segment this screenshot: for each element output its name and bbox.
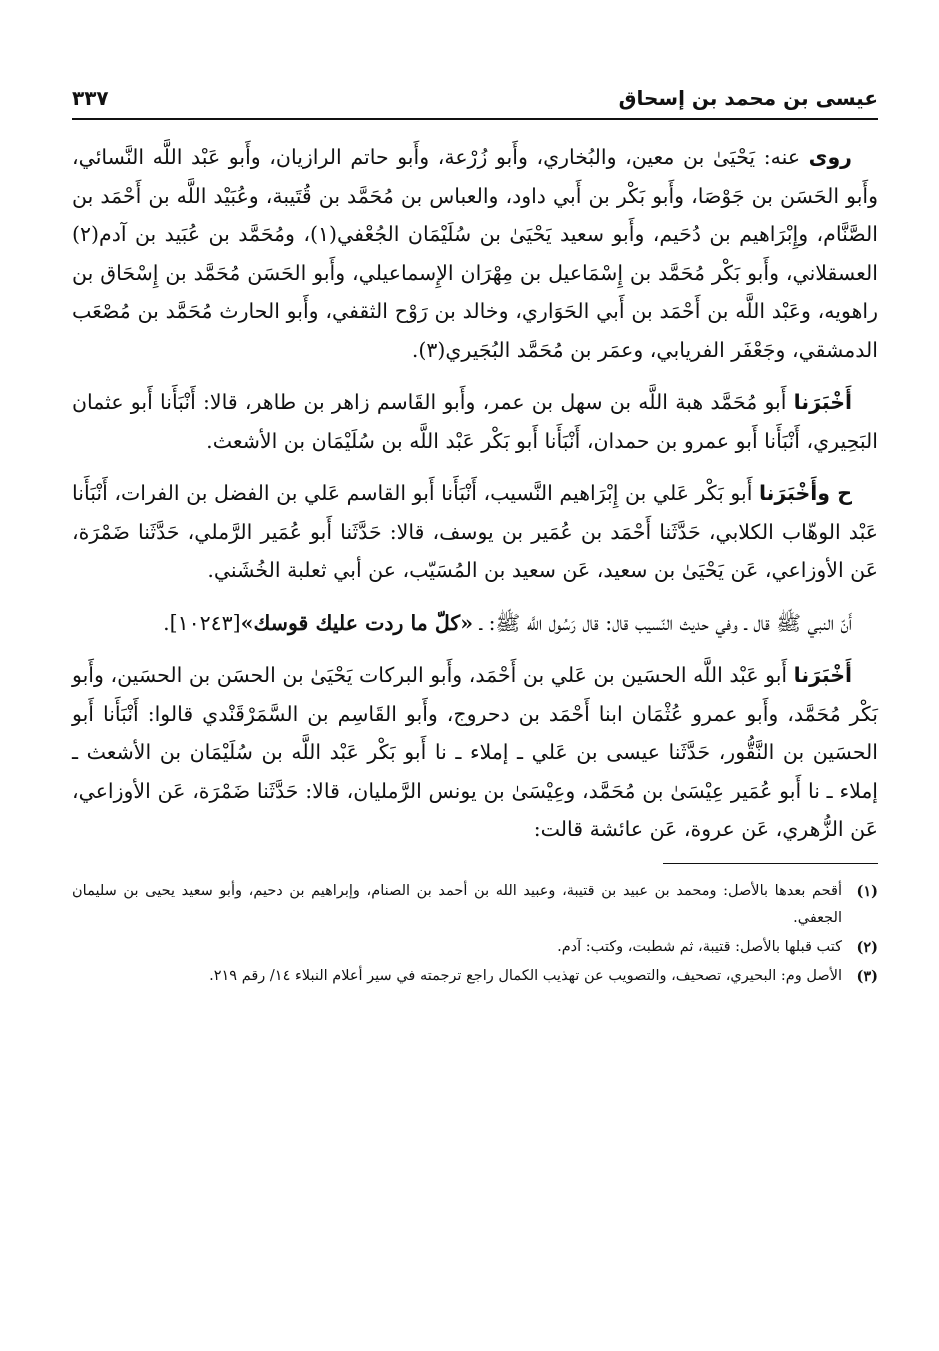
paragraph-text: عنه: يَحْيَىٰ بن معين، والبُخاري، وأَبو زُرْعة، وأَبو حاتم الرازيان، وأَبو عَبْد اللَّه النَّسائي، وأَبو الحَسَن بن جَوْصَا، وأَبو بَكْر بن أَبي داود، والعباس بن مُحَمَّد بن قُتَيبة، وعُبَيْد اللَّه بن أَحْمَد بن الصَّنَّام، وإِبْرَاهيم بن دُحَيم، وأَبو سعيد يَحْيَىٰ بن سُلَيْمَان الجُعْفي(١)، ومُحَمَّد بن عُبَيد بن آدم(٢) العسقلاني، وأَبو بَكْر مُحَمَّد بن إِسْمَاعيل بن مِهْرَان الإِسماعيلي، وأَبو الحَسَن مُحَمَّد بن إِسْحَاق بن راهويه، وعَبْد اللَّه بن أَحْمَد بن أَبي الحَوَاري، وخالد بن رَوْح الثقفي، وأَبو الحارث مُحَمَّد بن مُصْعَب الدمشقي، وجَعْفَر الفريابي، وعمَر بن مُحَمَّد البُجَيري(٣). — [72, 145, 878, 362]
footnote-number: (١) — [856, 882, 878, 900]
footnotes — [72, 878, 878, 990]
paragraph-lead: أَخْبَرَنا — [793, 390, 852, 414]
paragraph-text: أَبو بَكْر عَلي بن إِبْرَاهيم النَّسيب، أَنْبَأَنا أَبو القاسم عَلي بن الفضل بن الفرات، أَنْبَأَنا عَبْد الوهّاب الكلابي، حَدَّثَنا أَحْمَد بن عُمَير بن يوسف، قالا: حَدَّثَنا أَبو عُمَير الرَّملي، حَدَّثَنا ضَمْرَة، عَن الأوزاعي، عَن يَحْيَىٰ بن سعيد، عَن سعيد بن المُسَيّب، عن أبي ثعلبة الخُشَني. — [72, 481, 878, 582]
paragraph-isnad-3 — [72, 656, 878, 849]
footnote-item — [72, 934, 878, 961]
paragraph-narrators — [72, 138, 878, 369]
paragraph-lead: روى — [808, 145, 852, 169]
footnote-number: (٢) — [856, 938, 878, 956]
footnote-separator — [663, 863, 878, 864]
footnote-text: أقحم بعدها بالأصل: ومحمد بن عبيد بن قتيبة، وعبيد الله بن أحمد بن الصنام، وإبراهيم بن دحيم، وأبو سعيد يحيى بن سليمان الجعفي. — [72, 882, 842, 926]
hadith-text: «كلّ ما ردت عليك قوسك» — [240, 610, 474, 635]
paragraph-text: أَبو مُحَمَّد هبة اللَّه بن سهل بن عمر، وأَبو القَاسم زاهر بن طاهر، قالا: أَنْبَأَنا أَبو عثمان البَحِيري، أَنْبَأَنا أَبو عمرو بن حمدان، أَنْبَأَنا أَبو بَكْر عَبْد اللَّه بن سُلَيْمَان بن الأشعث. — [72, 390, 878, 453]
paragraph-lead: أَخْبَرَنا — [793, 663, 852, 687]
running-head-title: عيسى بن محمد بن إسحاق — [618, 86, 878, 110]
footnote-number: (٣) — [856, 967, 878, 985]
footnote-item — [72, 963, 878, 990]
footnote-text: الأصل وم: البحيري، تصحيف، والتصويب عن تهذيب الكمال راجع ترجمته في سير أعلام النبلاء ١٤/ رقم ٢١٩. — [209, 967, 842, 984]
main-text — [72, 138, 878, 849]
paragraph-isnad-1 — [72, 383, 878, 460]
hadith-reference: [١٠٢٤٣]. — [163, 610, 241, 635]
page-number: ٣٣٧ — [72, 86, 109, 110]
paragraph-text: أَبو عَبْد اللَّه الحسَين بن عَلي بن أَحْمَد، وأَبو البركات يَحْيَىٰ بن الحسَن بن الحسَين، وأَبو بَكْر مُحَمَّد، وأَبو عمرو عُثْمَان ابنا أَحْمَد بن دحروج، وأَبو القَاسِم بن السَّمَرْقَنْدي قالوا: أَنْبَأَنا أَبو الحسَين بن النَّقُّور، حَدَّثَنا عيسى بن عَلي ـ إملاء ـ نا أَبو بَكْر عَبْد اللَّه بن سُلَيْمَان بن الأشعث ـ إملاء ـ نا أَبو عُمَير عِيْسَىٰ بن مُحَمَّد، وعِيْسَىٰ بن يونس الرَّمليان، قالا: حَدَّثَنا ضَمْرَة، عَن الأوزاعي، عَن الزُّهري، عَن عروة، عَن عائشة قالت: — [72, 663, 878, 841]
footnote-text: كتب قبلها بالأصل: قتيبة، ثم شطبت، وكتب: آدم. — [557, 938, 842, 955]
paragraph-lead: ح وأَخْبَرَنا — [758, 481, 852, 505]
footnote-item — [72, 878, 878, 932]
paragraph-hadith — [72, 604, 878, 643]
book-page — [72, 78, 878, 1318]
paragraph-isnad-2 — [72, 474, 878, 590]
running-header — [72, 78, 878, 120]
paragraph-text: أَنّ النبي ﷺ قال ـ وفي حديث النّسيب قال: قال رَسُول اللَّه ﷺ: ـ — [473, 610, 852, 635]
